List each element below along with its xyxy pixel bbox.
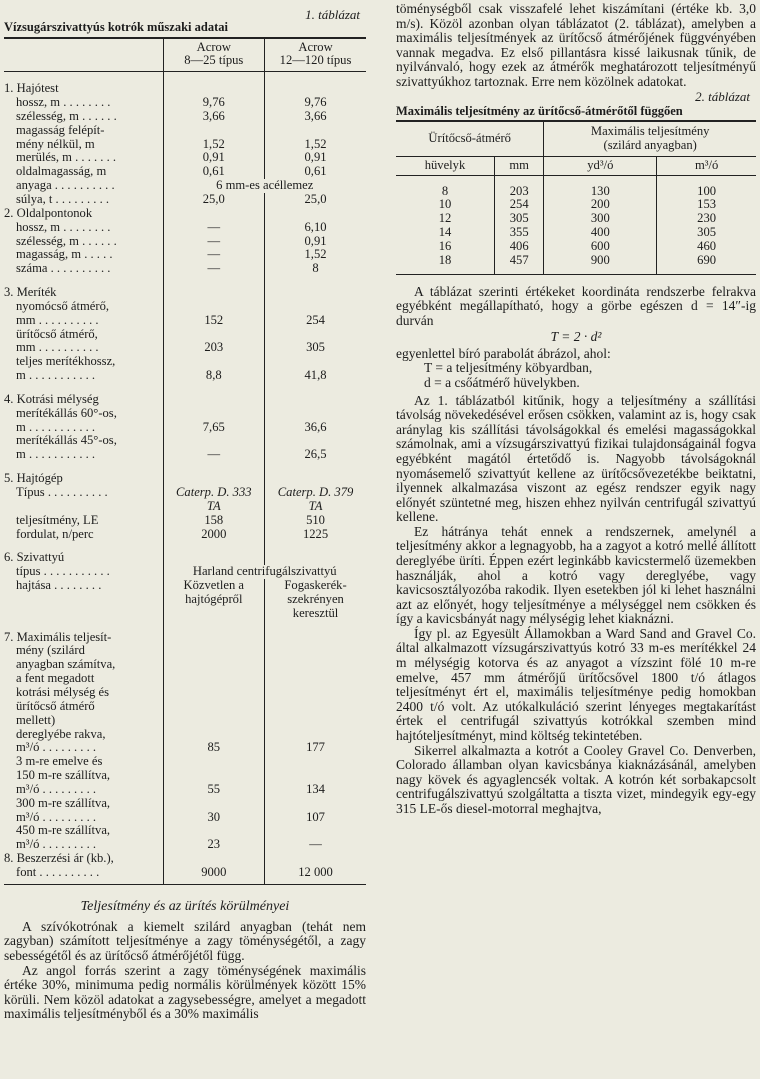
table1-label: [4, 500, 163, 514]
table1-row: [4, 541, 366, 565]
table1-row: [4, 700, 366, 714]
table2: [396, 122, 756, 275]
unit-yd3: yd³/ó: [544, 156, 657, 175]
table1-label: típus . . . . . . . . . . .: [4, 565, 163, 579]
table1-row: [4, 486, 366, 500]
table1-value-a: [163, 462, 265, 486]
table1-value-b: [265, 672, 366, 686]
table1-value-b: 134: [306, 781, 325, 796]
table1-label: 300 m-re szállítva,: [4, 797, 163, 811]
table2-number: 2. táblázat: [695, 89, 750, 105]
table1-label: merülés, m . . . . . . .: [4, 151, 163, 165]
table1-value-a: [163, 686, 265, 700]
table2-row: [396, 175, 756, 198]
table1-label: 8. Beszerzési ár (kb.),: [4, 852, 163, 866]
table1-value-b: [265, 714, 366, 728]
table1-value-b: 6,10: [304, 219, 327, 234]
table1-row: [4, 644, 366, 658]
right-paragraph-2: egyenlettel bíró parabolát ábrázol, ahol:: [396, 345, 611, 361]
table1-label: kotrási mélység és: [4, 686, 163, 700]
table1-value-a: [163, 755, 265, 769]
col-a-line2: 8—25 típus: [184, 53, 244, 68]
table1-value-b: TA: [308, 498, 323, 513]
table1-value-b: 3,66: [304, 108, 327, 123]
col-a-line1: Acrow: [196, 39, 231, 54]
table1-label: teljesítmény, LE: [4, 514, 163, 528]
table1-value-a: [163, 824, 265, 838]
table1-value-a: [163, 328, 265, 342]
table1-value-a: 9,76: [163, 96, 265, 110]
table1-row: [4, 755, 366, 769]
table1-value-b: Caterp. D. 379: [277, 485, 354, 499]
right-paragraph-1: A táblázat szerinti értékeket koordináta rendszerbe felrakva egyébként megállapítható, hogy a görbe egészen d = 14″-ig durván: [396, 283, 756, 328]
table1-value-a: [163, 728, 265, 742]
table1-label: 6. Szivattyú: [4, 541, 163, 565]
table2-title: Maximális teljesítmény az ürítőcső-átmérőtől függően: [396, 103, 683, 118]
table2-header-capacity: Maximális teljesítmény: [590, 124, 710, 138]
unit-m3: m³/ó: [657, 156, 756, 175]
table1-number: 1. táblázat: [305, 7, 360, 22]
table1-merged-value: 6 mm-es acéllemez: [216, 178, 314, 193]
right-paragraph: Ez hátránya tehát ennek a rendszernek, amelynél a teljesítmény akkor a legnagyobb, ha a zagyot a kotró mellé állított dereglyébe üríti. Éppen ezért leginkább kavicstermelő üzemekben használják, ahol a kotró vagy dereglyébe, vagy kavicsosztályozóba rakodik. Ilyen esetekben jól ki lehet használni azt az előnyét, hogy teljesítménye a mélységgel nem csökken és így a kavicsbányát nagy mélységig lehet kiaknázni.: [396, 523, 756, 627]
table1-value-a: 9000: [163, 866, 265, 884]
table1-value-b: [265, 383, 366, 407]
table1-value-b: 1225: [302, 526, 329, 541]
formula: T = 2 · d²: [550, 329, 602, 345]
table1-value-a: [163, 300, 265, 314]
definitions: [396, 361, 756, 390]
table1-value-b: [265, 755, 366, 769]
table1-row: [4, 221, 366, 235]
table1-label: [4, 607, 163, 621]
left-section-title: Teljesítmény és az ürítés körülményei: [80, 898, 290, 914]
table1-label: 4. Kotrási mélység: [4, 383, 163, 407]
table1-value-a: hajtógépről: [163, 593, 265, 607]
table2-cell: 8: [396, 175, 494, 198]
table1-value-a: 85: [163, 741, 265, 755]
table1-value-b: 0,91: [304, 233, 327, 248]
table1-value-a: [163, 714, 265, 728]
table1-label: dereglyébe rakva,: [4, 728, 163, 742]
table2-cell: 100: [697, 183, 717, 198]
right-paragraph: Sikerrel alkalmazta a kotrót a Cooley Gravel Co. Denverben, Colorado államban olyan kavicsbánya kiaknázásánál, amelyben nagy kövek és agyaglencsék voltak. A kotrón két sorbakapcsolt centrifugálszivattyú szolgáltatta a tiszta vizet, mindegyik egy-egy 315 LE-ős diesel-motorral meghajtva,: [396, 742, 756, 816]
table1-value-b: 107: [306, 809, 325, 824]
table1-label: 3 m-re emelve és: [4, 755, 163, 769]
table1-value-b: [265, 728, 366, 742]
table1-row: [4, 686, 366, 700]
table1-label: oldalmagasság, m: [4, 165, 163, 179]
table1-value-a: Közvetlen a: [163, 579, 265, 593]
table1-label: a fent megadott: [4, 672, 163, 686]
table1-value-a: [163, 355, 265, 369]
unit-inch: hüvelyk: [396, 156, 494, 175]
table1-value-b: [265, 824, 366, 838]
table1-value-a: 7,65: [163, 421, 265, 435]
table2-row: [396, 212, 756, 226]
table2-cell: 18: [396, 254, 494, 274]
table1-value-b: [265, 328, 366, 342]
table1-label: anyaga . . . . . . . . . .: [4, 179, 163, 193]
table2-cell: 230: [697, 211, 717, 226]
table1-value-a: [163, 672, 265, 686]
table1-value-b: [265, 852, 366, 866]
table2-row: [396, 240, 756, 254]
table1-value-b: [265, 276, 366, 300]
table1-row: [4, 300, 366, 314]
table2-cell: 900: [544, 254, 657, 274]
table1-title: Vízsugárszivattyús kotrók műszaki adatai: [4, 20, 228, 35]
table1-value-a: 1,52: [163, 138, 265, 152]
table1-label: szélesség, m . . . . . .: [4, 235, 163, 249]
table1-row: [4, 138, 366, 152]
table1: [4, 39, 366, 885]
table1-label: mm . . . . . . . . . .: [4, 314, 163, 328]
table1-row: [4, 124, 366, 138]
table1-value-b: keresztül: [292, 605, 339, 620]
table1-value-a: [163, 276, 265, 300]
table1-row: [4, 621, 366, 645]
table1-value-b: [265, 72, 366, 96]
table2-row: [396, 198, 756, 212]
table1-row: [4, 728, 366, 742]
table1-row: [4, 341, 366, 355]
table2-cell: 400: [544, 226, 657, 240]
table1-row: [4, 96, 366, 110]
table1-row: [4, 328, 366, 342]
table2-cell: 305: [697, 225, 717, 240]
table1-value-a: Caterp. D. 333: [163, 486, 265, 500]
table1-value-a: 8,8: [163, 369, 265, 383]
table1-value-a: —: [163, 235, 265, 249]
table1-label: száma . . . . . . . . . .: [4, 262, 163, 276]
table1-row: [4, 276, 366, 300]
table1-label: mény (szilárd: [4, 644, 163, 658]
table1-label: 7. Maximális teljesít-: [4, 621, 163, 645]
table1-value-a: [163, 607, 265, 621]
table1-label: m . . . . . . . . . . .: [4, 369, 163, 383]
table1-value-a: —: [163, 448, 265, 462]
table1-value-b: [265, 462, 366, 486]
table1-row: [4, 658, 366, 672]
table1-row: [4, 407, 366, 421]
table1-value-b: 254: [306, 312, 325, 327]
table1-value-b: 12 000: [265, 866, 366, 884]
table1-label: anyagban számítva,: [4, 658, 163, 672]
table1-label: m . . . . . . . . . . .: [4, 448, 163, 462]
table1-value-b: 305: [306, 340, 325, 355]
table1-value-a: [163, 407, 265, 421]
table1-value-a: [163, 658, 265, 672]
table1-row: [4, 838, 366, 852]
table1-value-a: —: [163, 221, 265, 235]
table1-value-b: 1,52: [304, 247, 327, 262]
table1-label: teljes merítékhossz,: [4, 355, 163, 369]
table1-row: [4, 528, 366, 542]
table1-value-b: [265, 541, 366, 565]
table1-value-a: [163, 797, 265, 811]
table1-row: [4, 769, 366, 783]
table1-value-b: [265, 300, 366, 314]
table2-header-diameter: Ürítőcső-átmérő: [396, 122, 544, 156]
table1-label: m³/ó . . . . . . . . .: [4, 811, 163, 825]
table2-cell: 305: [494, 212, 543, 226]
table1-label: font . . . . . . . . . .: [4, 866, 163, 884]
table1-value-b: szekrényen: [287, 591, 344, 606]
table1-value-b: 177: [306, 740, 325, 755]
table1-row: [4, 151, 366, 165]
table1-row: [4, 448, 366, 462]
table1-value-b: [265, 769, 366, 783]
table1-value-a: 55: [163, 783, 265, 797]
table1-label: Típus . . . . . . . . . .: [4, 486, 163, 500]
table1-row: [4, 369, 366, 383]
table1-label: m . . . . . . . . . . .: [4, 421, 163, 435]
table2-cell: 300: [544, 212, 657, 226]
table1-label: 5. Hajtógép: [4, 462, 163, 486]
table1-label: szélesség, m . . . . . .: [4, 110, 163, 124]
table1-value-b: 8: [312, 261, 319, 276]
table1-row: [4, 565, 366, 579]
table1-value-a: [163, 207, 265, 221]
table1-row: [4, 714, 366, 728]
table1-label: m³/ó . . . . . . . . .: [4, 741, 163, 755]
table2-cell: 200: [544, 198, 657, 212]
table1-value-b: [265, 686, 366, 700]
table1-value-b: 0,61: [304, 164, 327, 179]
table1-row: [4, 866, 366, 884]
table1-value-a: —: [163, 262, 265, 276]
table1-value-a: [163, 621, 265, 645]
table1-value-b: [265, 434, 366, 448]
table1-label: nyomócső átmérő,: [4, 300, 163, 314]
table1-label: hajtása . . . . . . . .: [4, 579, 163, 593]
table1-row: [4, 593, 366, 607]
table1-value-a: 3,66: [163, 110, 265, 124]
col-b-line1: Acrow: [298, 39, 333, 54]
table1-value-a: [163, 644, 265, 658]
table1-value-a: [163, 541, 265, 565]
table1-value-b: Fogaskerék-: [284, 578, 347, 593]
table1-value-a: 0,61: [163, 165, 265, 179]
table2-row: [396, 226, 756, 240]
table1-label: mény nélkül, m: [4, 138, 163, 152]
table2-row: [396, 254, 756, 274]
table1-value-a: 30: [163, 811, 265, 825]
table1-value-a: [163, 124, 265, 138]
left-paragraph: A szívókotrónak a kiemelt szilárd anyagban (tehát nem zagyban) számított teljesítménye a zagy töménységétől, a zagy sebességétől és az ürítőcső átmérőjétől függ.: [4, 918, 366, 964]
table1-value-b: 510: [306, 512, 325, 527]
table1-value-a: TA: [163, 500, 265, 514]
table1-label: hossz, m . . . . . . . .: [4, 96, 163, 110]
table1-row: [4, 110, 366, 124]
table1-row: [4, 434, 366, 448]
table1-label: magasság, m . . . . .: [4, 248, 163, 262]
table1-label: 2. Oldalpontonok: [4, 207, 163, 221]
table1-row: [4, 262, 366, 276]
right-paragraph: Így pl. az Egyesült Államokban a Ward Sand and Gravel Co. által alkalmazott vízsugárszivattyús kotró 33 m-es merítékkel 24 m mélységig kotorva és az anyagot a vízszint fölé 10 m-re emelve, 457 mm átmérőjű ürítőcsővel 1800 t/ó átlagos teljesítményt ért el, maximális teljesítménye pedig homokban 2400 t/ó volt. Az utókalkuláció szerint lényeges megtakarítást értek el centrifugál szivattyús kotrókkal szemben mind hajtóteljesítményt, mind költség tekintetében.: [396, 625, 756, 743]
table1-row: [4, 355, 366, 369]
right-top-paragraph: töménységből csak visszafelé lehet kiszámítani (értéke kb. 3,0 m/s). Közöl azonban olyan táblázatot (2. táblázat), amelyben a maximális teljesítmények az ürítőcső átmérőjének függvényében vannak megadva. Ez első pillantásra kissé laikusnak tűnik, de nyilvánvaló, hogy ezek az átmérők meghatározott teljesítményű szivattyúkhoz tartoznak. Erre nem közölnek adatokat.: [396, 1, 756, 89]
table1-label: [4, 593, 163, 607]
table1-value-a: [163, 383, 265, 407]
left-paragraph: Az angol forrás szerint a zagy töménységének maximális értéke 30%, minimuma pedig normális körülmények között 15% körüli. Nem közöl adatokat a zagysebességre, amelyet a megadott maximális teljesítményből és a 30% maximális: [4, 962, 366, 1022]
table1-label: 3. Meríték: [4, 276, 163, 300]
table1-row: [4, 179, 366, 193]
table1-label: ürítőcső átmérő,: [4, 328, 163, 342]
left-column: [4, 8, 366, 1022]
table2-cell: 10: [396, 198, 494, 212]
table1-label: merítékállás 45°-os,: [4, 434, 163, 448]
table1-row: [4, 811, 366, 825]
table1-row: [4, 852, 366, 866]
table1-value-a: [163, 700, 265, 714]
table1-value-a: —: [163, 248, 265, 262]
table1-value-b: [265, 658, 366, 672]
table1-row: [4, 579, 366, 593]
right-paragraph: Az 1. táblázatból kitűnik, hogy a teljesítmény a szállítási távolság növekedésével erősen csökken, valamint az is, hogy csak aránylag kis szállítási távolságokkal és emelési magasságokkal számolnak, ami a vízsugárszivattyú fizikai tulajdonságainál fogva egyébként magától értetődő is. Nagyobb távolságoknál nyomásemelő szivattyút kellene az ürítőcsővezetékbe beiktatni, ilyennek alkalmazása viszont az egész rendszer egyik nagy előnyét szüntetné meg, hiszen ehhez nyilván centrifugál szivattyú kellene.: [396, 392, 756, 525]
table2-cell: 457: [494, 254, 543, 274]
table1-label: 150 m-re szállítva,: [4, 769, 163, 783]
table1-value-a: [163, 72, 265, 96]
table2-header-capacity-sub: (szilárd anyagban): [603, 137, 697, 152]
table2-cell: 690: [657, 254, 756, 274]
table1-value-a: [163, 434, 265, 448]
table1-label: súlya, t . . . . . . . . .: [4, 193, 163, 207]
table1-row: [4, 797, 366, 811]
table1-value-a: 0,91: [163, 151, 265, 165]
table1-value-b: —: [309, 837, 322, 852]
table1-row: [4, 193, 366, 207]
table1-value-b: [265, 124, 366, 138]
table1-row: [4, 783, 366, 797]
table1-value-a: 158: [163, 514, 265, 528]
table1-value-b: 1,52: [304, 136, 327, 151]
table1-merged-value: Harland centrifugálszivattyú: [192, 564, 337, 579]
table1-value-a: 2000: [163, 528, 265, 542]
table1-value-b: 26,5: [304, 447, 327, 462]
table1-row: [4, 421, 366, 435]
table1-value-a: 203: [163, 341, 265, 355]
definition-d: d = a csőátmérő hüvelykben.: [424, 375, 580, 391]
table1-row: [4, 248, 366, 262]
table2-cell: 355: [494, 226, 543, 240]
table1-row: [4, 514, 366, 528]
table1-value-a: 152: [163, 314, 265, 328]
table2-cell: 600: [544, 240, 657, 254]
table1-value-b: 41,8: [304, 368, 327, 383]
table1-value-b: [265, 355, 366, 369]
table1-label: 450 m-re szállítva,: [4, 824, 163, 838]
table1-label: merítékállás 60°-os,: [4, 407, 163, 421]
col-b-line2: 12—120 típus: [279, 53, 352, 68]
table1-row: [4, 741, 366, 755]
table1-row: [4, 235, 366, 249]
table1-value-b: [265, 207, 366, 221]
table1-value-b: 36,6: [304, 419, 327, 434]
table1-value-a: [163, 852, 265, 866]
table1-value-b: [265, 700, 366, 714]
table1-row: [4, 500, 366, 514]
table2-cell: 12: [396, 212, 494, 226]
table1-label: ürítőcső átmérő: [4, 700, 163, 714]
table1-value-b: 25,0: [304, 191, 327, 206]
table1-value-b: [265, 621, 366, 645]
table2-cell: 203: [494, 175, 543, 198]
table2-cell: 460: [697, 238, 717, 253]
table1-label: fordulat, n/perc: [4, 528, 163, 542]
table1-row: [4, 824, 366, 838]
table1-label: 1. Hajótest: [4, 72, 163, 96]
table1-row: [4, 462, 366, 486]
table1-label: hossz, m . . . . . . . .: [4, 221, 163, 235]
right-column: [396, 2, 756, 816]
table1-row: [4, 314, 366, 328]
table1-label: magasság felépít-: [4, 124, 163, 138]
table1-row: [4, 672, 366, 686]
table1-label: mellett): [4, 714, 163, 728]
table1-label: mm . . . . . . . . . .: [4, 341, 163, 355]
table1-value-a: [163, 769, 265, 783]
table2-cell: 406: [494, 240, 543, 254]
table1-row: [4, 207, 366, 221]
table1-row: [4, 165, 366, 179]
definition-T: T = a teljesítmény köbyardban,: [424, 360, 593, 376]
table2-cell: 14: [396, 226, 494, 240]
table1-value-b: 9,76: [304, 95, 327, 110]
table1-label: m³/ó . . . . . . . . .: [4, 783, 163, 797]
table1-row: [4, 72, 366, 96]
table1-row: [4, 607, 366, 621]
table2-cell: 153: [697, 197, 717, 212]
table1-value-a: 23: [163, 838, 265, 852]
unit-mm: mm: [494, 156, 543, 175]
table1-value-b: 0,91: [304, 150, 327, 165]
table1-value-a: 25,0: [163, 193, 265, 207]
table1-label: m³/ó . . . . . . . . .: [4, 838, 163, 852]
table1-value-b: [265, 644, 366, 658]
table1-row: [4, 383, 366, 407]
table1-value-b: [265, 797, 366, 811]
table1-value-b: [265, 407, 366, 421]
table2-cell: 16: [396, 240, 494, 254]
table2-cell: 254: [494, 198, 543, 212]
table2-cell: 130: [544, 175, 657, 198]
